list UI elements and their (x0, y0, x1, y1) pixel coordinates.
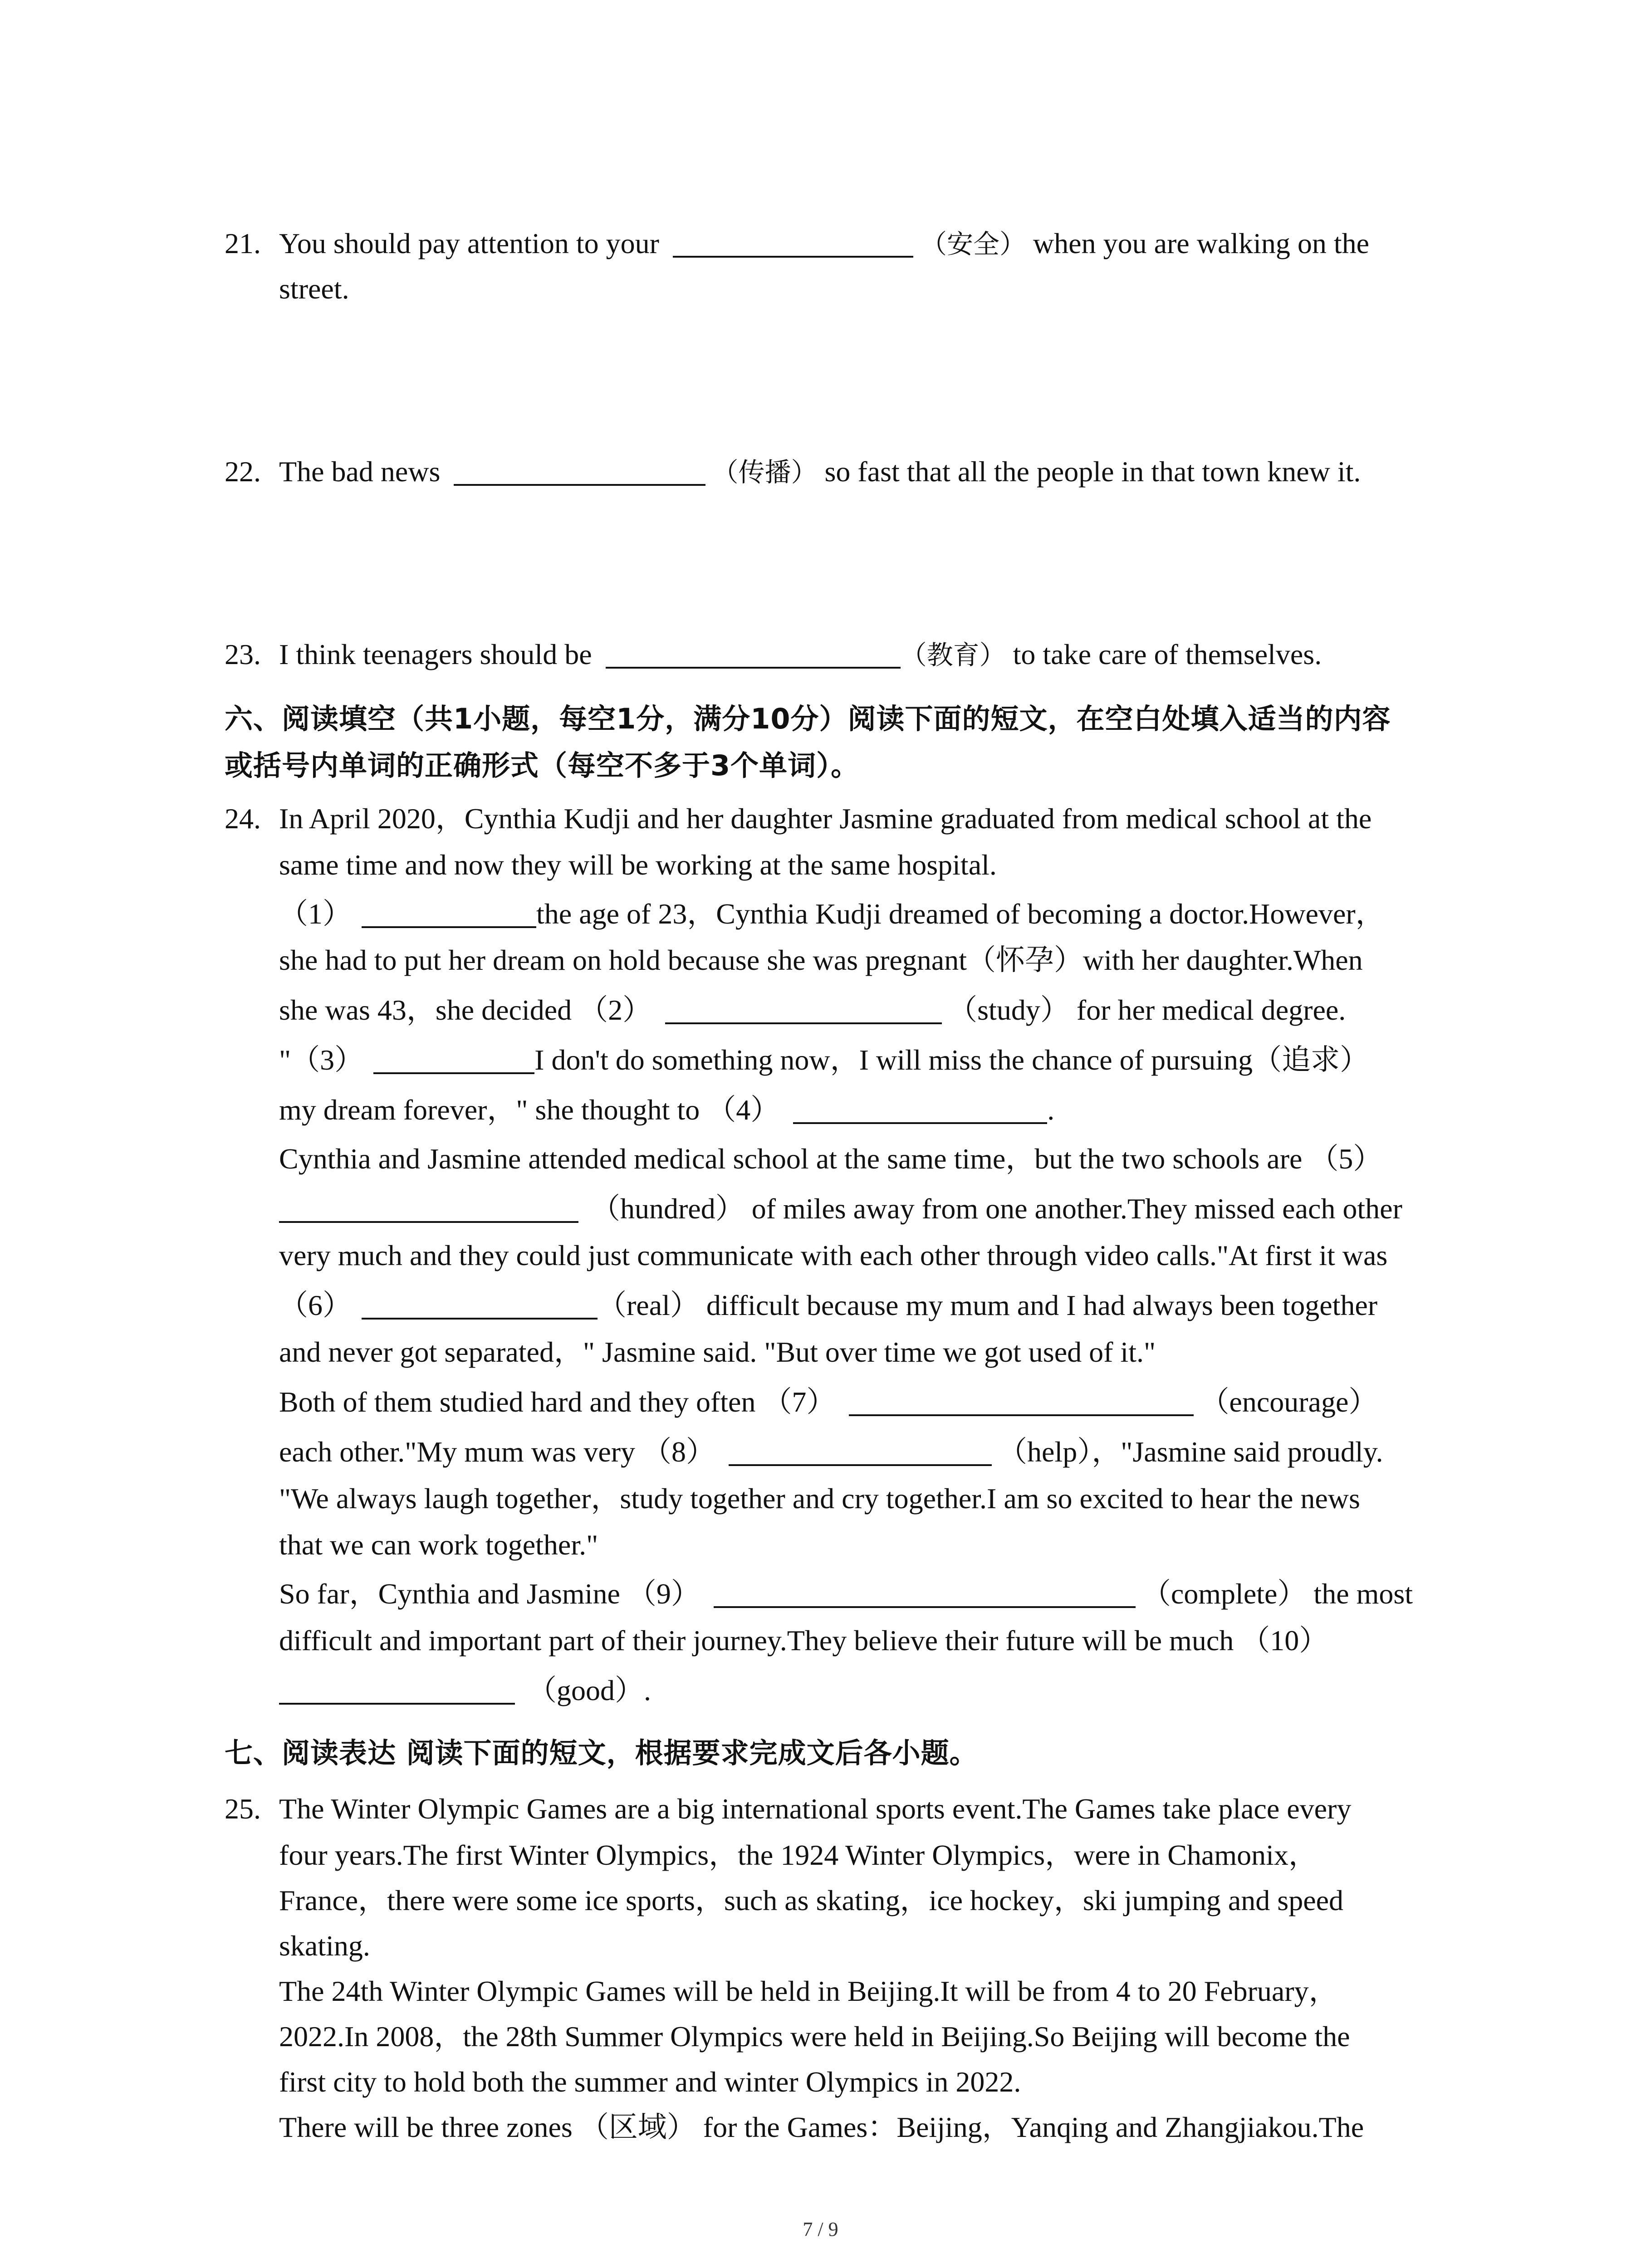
passage-25-line-5: The 24th Winter Olympic Games will be held in Beijing.It will be from 4 to 20 February， (279, 1975, 1338, 2007)
question-21-line-1 (279, 225, 1369, 262)
answer-blank-24-10[interactable] (279, 1676, 515, 1705)
passage-24-line-15: "We always laugh together，study together and cry together.I am so excited to hear the news (279, 1482, 1360, 1515)
passage-24-line-13 (279, 1384, 1377, 1420)
passage-24-line-5-text-b: （study） for her medical degree. (948, 994, 1346, 1026)
passage-24-line-7-text-b: . (1047, 1094, 1055, 1126)
answer-blank-24-6[interactable] (362, 1290, 598, 1320)
question-23-text-before: I think teenagers should be (279, 638, 592, 670)
passage-24-line-7-text-a: my dream forever，" she thought to （4） (279, 1094, 780, 1126)
passage-24-line-11-text: （real） difficult because my mum and I had always been together (598, 1289, 1378, 1321)
answer-blank-24-7[interactable] (849, 1387, 1194, 1416)
passage-24-line-4: she had to put her dream on hold because she was pregnant（怀孕）with her daughter.When (279, 944, 1363, 976)
question-23-number: 23. (225, 638, 261, 670)
answer-blank-24-3[interactable] (373, 1045, 534, 1074)
question-23-text-after: to take care of themselves. (1005, 638, 1322, 670)
passage-24-line-14-text-a: each other."My mum was very （8） (279, 1436, 715, 1468)
question-22-hint: （传播） (712, 457, 818, 488)
passage-24-line-10: very much and they could just communicate with each other through video calls."At first it was (279, 1239, 1388, 1271)
passage-24-line-5-text-a: she was 43，she decided （2） (279, 994, 652, 1026)
passage-25-line-7: first city to hold both the summer and winter Olympics in 2022. (279, 2066, 1021, 2098)
passage-24-line-16: that we can work together." (279, 1529, 598, 1561)
question-22-number: 22. (225, 455, 261, 488)
question-22-line (279, 454, 1361, 490)
passage-24-line-18: difficult and important part of their journey.They believe their future will be much （10） (279, 1624, 1328, 1657)
answer-blank-23[interactable] (606, 640, 901, 669)
page-number: 7 / 9 (803, 2218, 838, 2240)
question-25-number: 25. (225, 1793, 261, 1825)
passage-24-line-13-text-b: （encourage） (1200, 1386, 1378, 1418)
passage-24-line-14 (279, 1434, 1383, 1470)
passage-24-line-5 (279, 992, 1346, 1028)
passage-25-line-6: 2022.In 2008，the 28th Summer Olympics were held in Beijing.So Beijing will become the (279, 2020, 1350, 2053)
passage-24-line-17-text-a: So far，Cynthia and Jasmine （9） (279, 1578, 700, 1610)
section-6-heading-line-1: 六、阅读填空（共1小题，每空1分，满分10分）阅读下面的短文，在空白处填入适当的内容 (225, 702, 1391, 735)
passage-24-line-7 (279, 1092, 1054, 1128)
passage-24-line-1: In April 2020，Cynthia Kudji and her daughter Jasmine graduated from medical school at the (279, 802, 1372, 835)
section-6-heading-line-2: 或括号内单词的正确形式（每空不多于3个单词）。 (225, 749, 860, 782)
passage-24-line-6-text: I don't do something now，I will miss the chance of pursuing（追求） (534, 1044, 1369, 1076)
answer-blank-21[interactable] (673, 229, 913, 258)
passage-24-line-6 (279, 1042, 1369, 1078)
passage-24-line-17 (279, 1576, 1413, 1612)
passage-24-line-8: Cynthia and Jasmine attended medical school at the same time，but the two schools are （5） (279, 1143, 1382, 1175)
question-21-line-2: street. (279, 273, 349, 305)
passage-24-line-11 (279, 1287, 1377, 1324)
passage-25-line-2: four years.The first Winter Olympics，the 1924 Winter Olympics，were in Chamonix， (279, 1839, 1318, 1871)
answer-blank-24-8[interactable] (729, 1437, 992, 1466)
question-22-text-after: so fast that all the people in that town knew it. (817, 455, 1361, 488)
passage-24-line-19 (279, 1672, 651, 1709)
answer-blank-24-1[interactable] (362, 899, 536, 928)
passage-24-line-19-text: （good）. (528, 1674, 651, 1706)
passage-24-line-9 (279, 1191, 1402, 1227)
section-7-heading: 七、阅读表达 阅读下面的短文，根据要求完成文后各小题。 (225, 1736, 978, 1769)
blank-1-label: （1） (279, 898, 352, 930)
question-21-text-before: You should pay attention to your (279, 227, 659, 259)
answer-blank-22[interactable] (454, 457, 705, 486)
answer-blank-24-5[interactable] (279, 1194, 578, 1223)
answer-blank-24-2[interactable] (665, 995, 942, 1024)
question-21-number: 21. (225, 227, 261, 259)
blank-6-label: （6） (279, 1289, 352, 1321)
answer-blank-24-4[interactable] (793, 1095, 1047, 1124)
passage-25-line-8: There will be three zones （区域） for the Games：Beijing，Yanqing and Zhangjiakou.The (279, 2111, 1364, 2143)
passage-24-line-3-text: the age of 23，Cynthia Kudji dreamed of becoming a doctor.However， (536, 898, 1385, 930)
question-21-hint: （安全） (920, 229, 1026, 259)
question-23-hint: （教育） (900, 640, 1006, 670)
answer-blank-24-9[interactable] (714, 1579, 1136, 1608)
passage-24-line-17-text-b: （complete） the most (1141, 1578, 1413, 1610)
passage-24-line-12: and never got separated，" Jasmine said. "But over time we got used of it." (279, 1336, 1156, 1368)
blank-3-label: "（3） (279, 1044, 364, 1076)
passage-25-line-1: The Winter Olympic Games are a big international sports event.The Games take place every (279, 1793, 1352, 1825)
question-22-text-before: The bad news (279, 455, 441, 488)
passage-24-line-13-text-a: Both of them studied hard and they often （7） (279, 1386, 836, 1418)
question-24-number: 24. (225, 802, 261, 835)
passage-24-line-3 (279, 896, 1385, 932)
passage-25-line-4: skating. (279, 1930, 370, 1962)
question-21-text-after: when you are walking on the (1025, 227, 1370, 259)
passage-24-line-9-text: （hundred） of miles away from one another.They missed each other (591, 1193, 1402, 1225)
passage-25-line-3: France，there were some ice sports，such as skating，ice hockey，ski jumping and speed (279, 1884, 1344, 1916)
question-23-line (279, 636, 1322, 673)
passage-24-line-2: same time and now they will be working at the same hospital. (279, 849, 997, 881)
passage-24-line-14-text-b: （help），"Jasmine said proudly. (998, 1436, 1383, 1468)
